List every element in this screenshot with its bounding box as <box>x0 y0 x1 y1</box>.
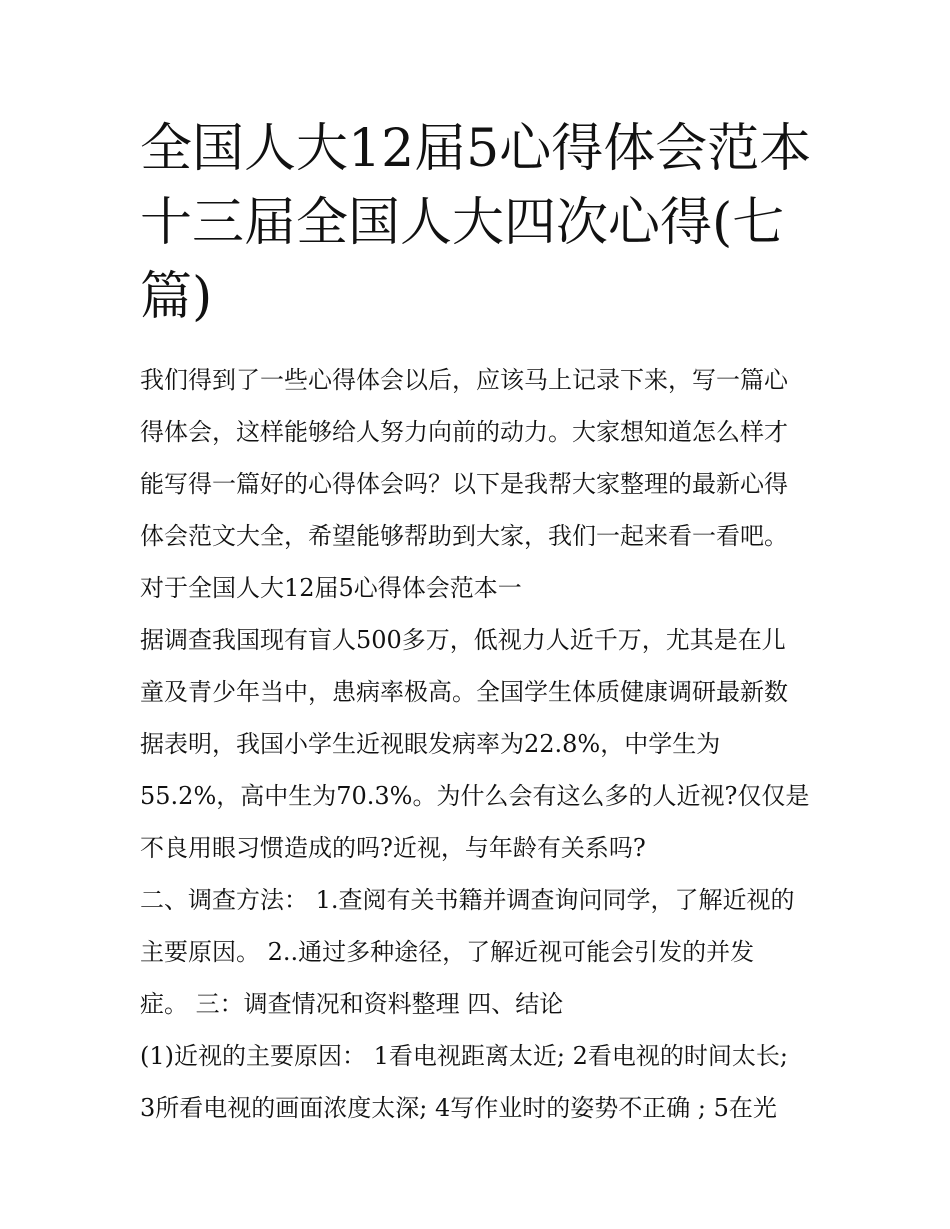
body-line: 55.2%，高中生为70.3%。为什么会有这么多的人近视?仅仅是 <box>140 782 810 810</box>
body-line: 得体会，这样能够给人努力向前的动力。大家想知道怎么样才 <box>140 418 788 446</box>
document-title <box>140 112 820 334</box>
title-line: 十三届全国人大四次心得(七 <box>140 193 785 253</box>
title-line: 篇) <box>140 267 213 327</box>
section-heading: 对于全国人大12届5心得体会范本一 <box>140 574 522 602</box>
title-line: 全国人大12届5心得体会范本 <box>140 119 812 179</box>
body-line: 体会范文大全，希望能够帮助到大家，我们一起来看一看吧。 <box>140 522 788 550</box>
body-line: 二、调查方法： 1.查阅有关书籍并调查询问同学，了解近视的 <box>140 886 795 914</box>
document-body <box>140 354 830 1134</box>
body-line: 3所看电视的画面浓度太深; 4写作业时的姿势不正确 ; 5在光 <box>140 1094 777 1122</box>
body-line: 据调查我国现有盲人500多万，低视力人近千万，尤其是在儿 <box>140 626 786 654</box>
body-line: 据表明，我国小学生近视眼发病率为22.8%，中学生为 <box>140 730 721 758</box>
body-line: 不良用眼习惯造成的吗?近视，与年龄有关系吗? <box>140 834 646 862</box>
body-line: 能写得一篇好的心得体会吗？以下是我帮大家整理的最新心得 <box>140 470 788 498</box>
body-line: 我们得到了一些心得体会以后，应该马上记录下来，写一篇心 <box>140 366 788 394</box>
body-line: 症。 三：调查情况和资料整理 四、结论 <box>140 990 564 1018</box>
body-line: 主要原因。 2..通过多种途径，了解近视可能会引发的并发 <box>140 938 755 966</box>
body-line: (1)近视的主要原因： 1看电视距离太近; 2看电视的时间太长; <box>140 1042 788 1070</box>
body-line: 童及青少年当中，患病率极高。全国学生体质健康调研最新数 <box>140 678 788 706</box>
